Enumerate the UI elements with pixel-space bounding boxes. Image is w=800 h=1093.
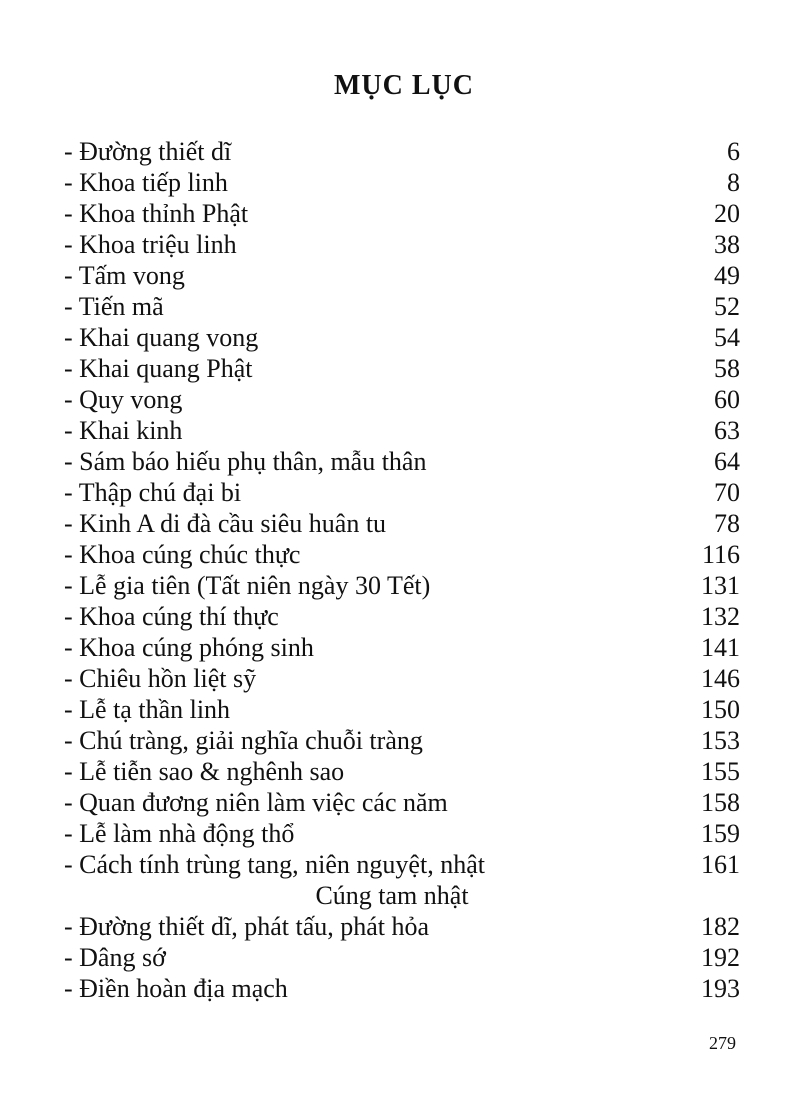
toc-entry	[64, 663, 740, 694]
toc-entry	[64, 446, 740, 477]
toc-entry-label: - Dâng sớ	[64, 943, 166, 972]
toc-entry	[64, 229, 740, 260]
toc-entry	[64, 694, 740, 725]
toc-entry-label: - Khai kinh	[64, 416, 183, 445]
toc-entry-label: - Chú tràng, giải nghĩa chuỗi tràng	[64, 726, 423, 755]
toc-entry-page: 141	[701, 633, 740, 662]
toc-entry-page: 155	[701, 757, 740, 786]
toc-entry-page: 132	[701, 602, 740, 631]
toc-entry	[64, 787, 740, 818]
toc-entry	[64, 601, 740, 632]
toc-entry-label: - Khoa cúng thí thực	[64, 602, 279, 631]
toc-entry-label: - Khoa cúng phóng sinh	[64, 633, 314, 662]
toc-entry-page: 52	[714, 292, 740, 321]
toc-entry	[64, 291, 740, 322]
toc-entry-page: 161	[701, 850, 740, 879]
page-number: 279	[709, 1033, 736, 1053]
toc-entry-page: 116	[701, 540, 740, 569]
toc-entry-label: - Điền hoàn địa mạch	[64, 974, 288, 1003]
toc-entry	[64, 508, 740, 539]
toc-entry	[64, 198, 740, 229]
toc-entry-page: 78	[714, 509, 740, 538]
toc-entry	[64, 849, 740, 880]
toc-entry	[64, 818, 740, 849]
toc-entry-label: - Cách tính trùng tang, niên nguyệt, nhật	[64, 850, 485, 879]
toc-entry-page: 159	[701, 819, 740, 848]
toc-entry-label: - Lễ gia tiên (Tất niên ngày 30 Tết)	[64, 571, 431, 600]
toc-entry-label: - Đường thiết dĩ, phát tấu, phát hỏa	[64, 912, 430, 941]
toc-entry-label: - Đường thiết dĩ	[64, 137, 232, 166]
toc-entry-page: 70	[714, 478, 740, 507]
section-heading: Cúng tam nhật	[315, 881, 469, 910]
toc-entry-page: 192	[701, 943, 740, 972]
toc-entry	[64, 167, 740, 198]
toc-entry-label: - Khai quang vong	[64, 323, 259, 352]
toc-entry	[64, 415, 740, 446]
toc-entry	[64, 632, 740, 663]
toc-entry	[64, 322, 740, 353]
toc-entry-page: 54	[714, 323, 740, 352]
page-title: MỤC LỤC	[334, 70, 474, 101]
toc-entry	[64, 911, 740, 942]
toc-entry-label: - Khoa thỉnh Phật	[64, 199, 249, 228]
toc-entry-label: - Thập chú đại bi	[64, 478, 242, 507]
toc-entry	[64, 539, 740, 570]
toc-entry-page: 146	[701, 664, 740, 693]
toc-entry	[64, 973, 740, 1004]
toc-entry-page: 20	[714, 199, 740, 228]
toc-entry-label: - Chiêu hồn liệt sỹ	[64, 664, 257, 693]
toc-entry-label: - Khai quang Phật	[64, 354, 253, 383]
toc-entry-label: - Kinh A di đà cầu siêu huân tu	[64, 509, 387, 538]
toc-entry	[64, 570, 740, 601]
toc-entry-page: 150	[701, 695, 740, 724]
toc-entry-page: 193	[701, 974, 740, 1003]
table-of-contents	[64, 136, 740, 1004]
toc-entry	[64, 136, 740, 167]
toc-entry-page: 8	[727, 168, 740, 197]
toc-entry-label: - Khoa triệu linh	[64, 230, 237, 259]
toc-entry-label: - Lễ tiễn sao & nghênh sao	[64, 757, 345, 786]
toc-entry-label: - Quy vong	[64, 385, 183, 414]
toc-entry-label: - Khoa tiếp linh	[64, 168, 228, 197]
toc-entry	[64, 260, 740, 291]
toc-entry-page: 153	[701, 726, 740, 755]
toc-entry-label: - Tiến mã	[64, 292, 164, 321]
toc-entry	[64, 756, 740, 787]
toc-entry-label: - Quan đương niên làm việc các năm	[64, 788, 448, 817]
toc-entry-page: 49	[714, 261, 740, 290]
toc-entry	[64, 384, 740, 415]
toc-entry-page: 38	[714, 230, 740, 259]
toc-entry-label: - Khoa cúng chúc thực	[64, 540, 301, 569]
toc-entry-page: 64	[714, 447, 740, 476]
section-heading-row	[64, 880, 740, 911]
toc-entry-page: 131	[701, 571, 740, 600]
toc-entry	[64, 353, 740, 384]
toc-entry	[64, 477, 740, 508]
toc-entry-page: 158	[701, 788, 740, 817]
toc-entry	[64, 942, 740, 973]
toc-entry-page: 60	[714, 385, 740, 414]
toc-entry-page: 182	[701, 912, 740, 941]
toc-entry-page: 6	[727, 137, 740, 166]
toc-entry-label: - Lễ làm nhà động thổ	[64, 819, 295, 848]
toc-entry-label: - Lễ tạ thần linh	[64, 695, 231, 724]
toc-entry-label: - Sám báo hiếu phụ thân, mẫu thân	[64, 447, 427, 476]
toc-entry-label: - Tấm vong	[64, 261, 185, 290]
toc-entry	[64, 725, 740, 756]
toc-entry-page: 63	[714, 416, 740, 445]
toc-entry-page: 58	[714, 354, 740, 383]
